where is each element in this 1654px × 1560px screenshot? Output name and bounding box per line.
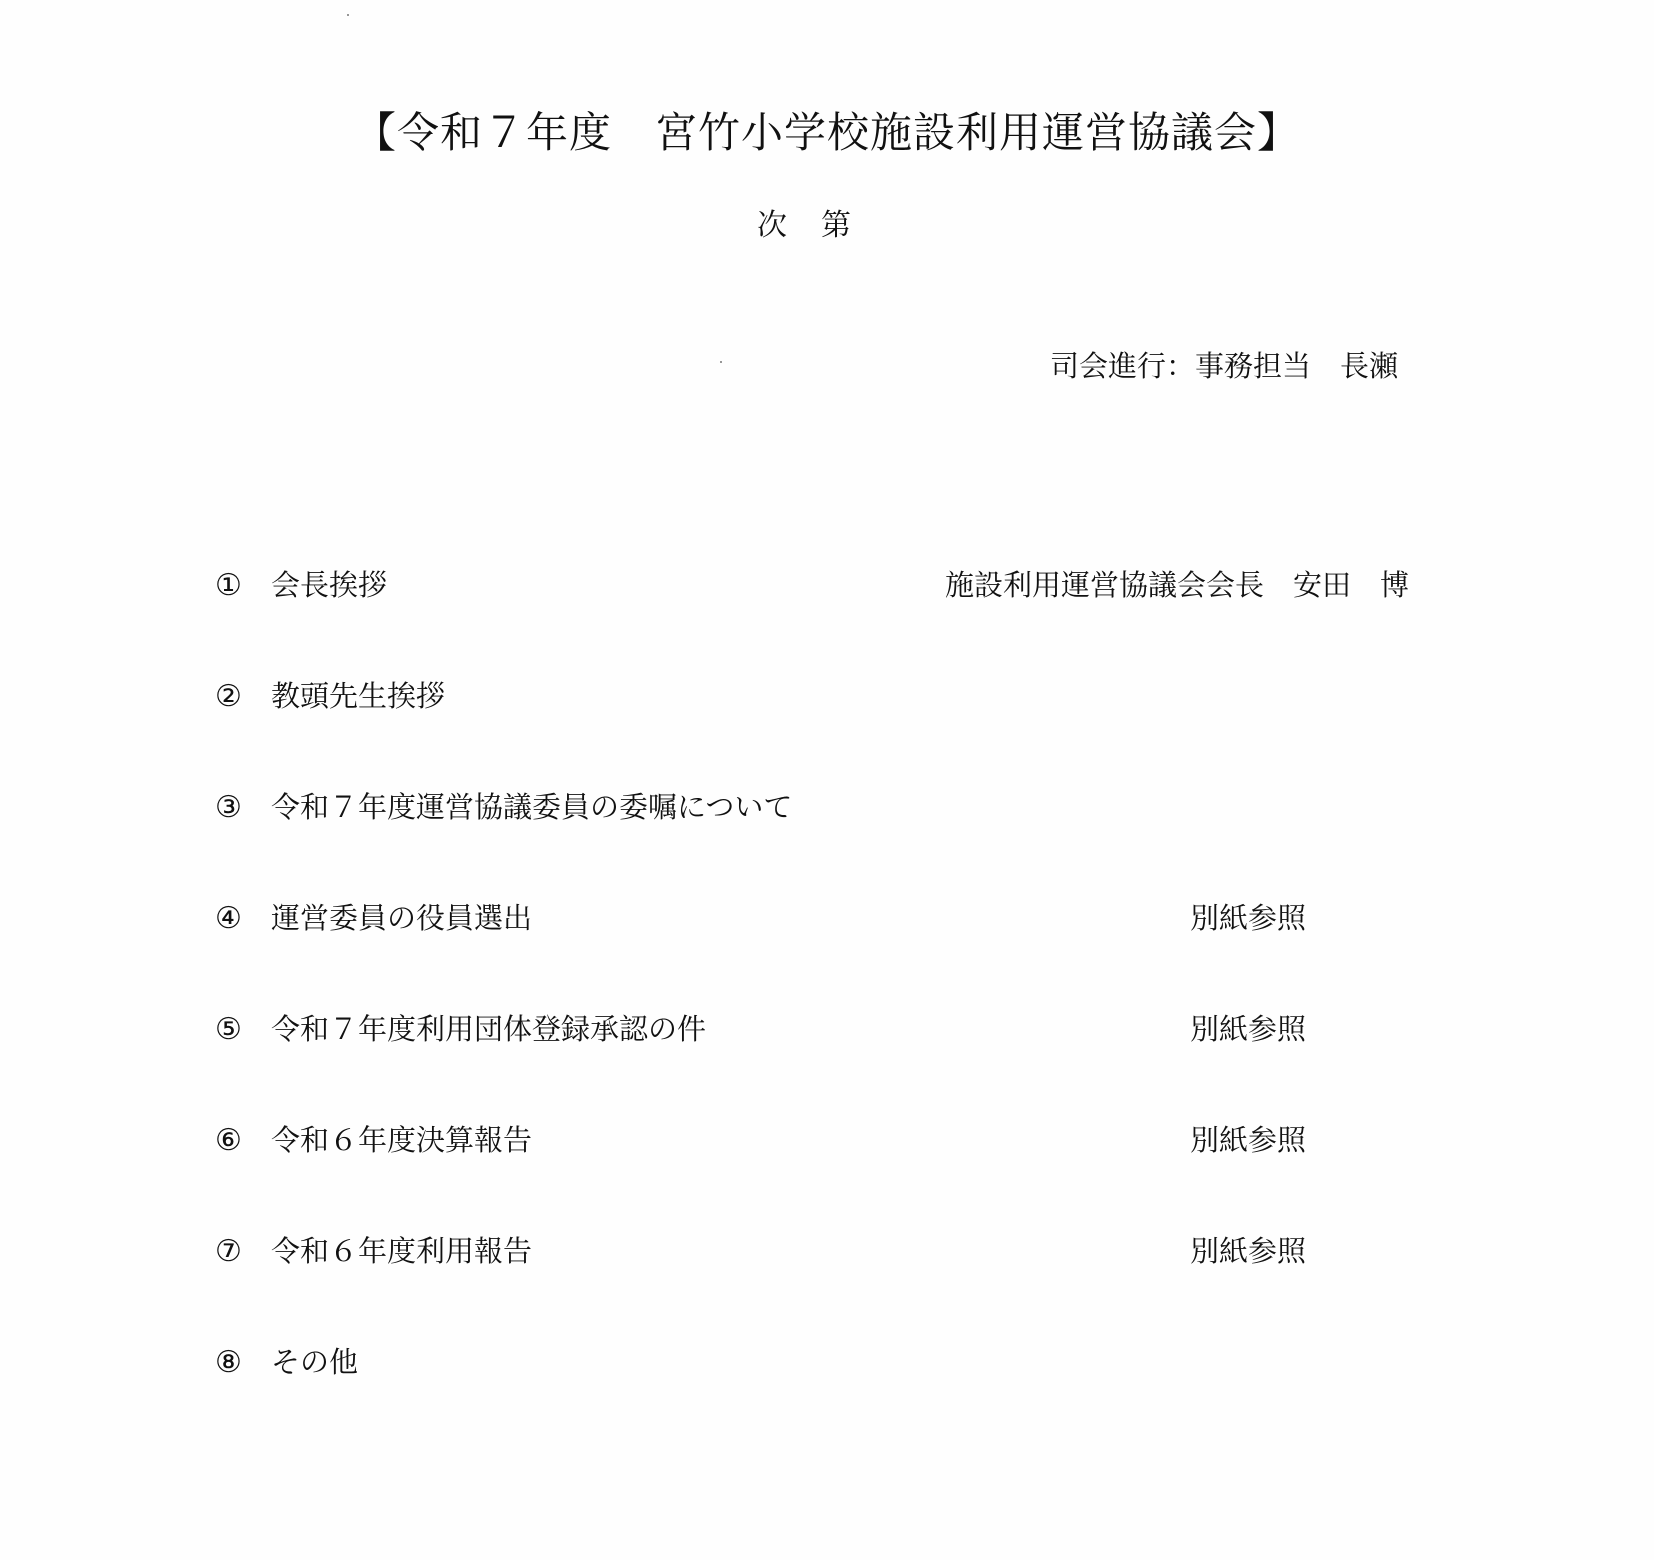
moderator-line: 司会進行：事務担当 長瀬 — [1050, 349, 1399, 383]
agenda-note: 別紙参照 — [1190, 1234, 1307, 1268]
agenda-number: ② — [215, 679, 242, 714]
agenda-note: 別紙参照 — [1190, 1123, 1307, 1157]
agenda-label: 会長挨拶 — [271, 568, 388, 602]
agenda-number: ⑤ — [215, 1012, 242, 1047]
agenda-item-4 — [215, 898, 1515, 1009]
agenda-label: 運営委員の役員選出 — [271, 901, 533, 935]
agenda-item-7 — [215, 1231, 1515, 1342]
agenda-speaker: 施設利用運営協議会会長 安田 博 — [945, 568, 1410, 602]
agenda-item-5 — [215, 1009, 1515, 1120]
agenda-label: 令和７年度運営協議委員の委嘱について — [271, 790, 793, 824]
agenda-label: 令和６年度利用報告 — [271, 1234, 533, 1268]
agenda-number: ⑦ — [215, 1234, 242, 1269]
document-title: 【令和７年度 宮竹小学校施設利用運営協議会】 — [353, 108, 1300, 157]
agenda-number: ⑧ — [215, 1345, 242, 1380]
agenda-list — [215, 565, 1515, 1453]
agenda-number: ③ — [215, 790, 242, 825]
agenda-note: 別紙参照 — [1190, 901, 1307, 935]
agenda-item-1 — [215, 565, 1515, 676]
document-subtitle: 次 第 — [757, 208, 853, 243]
agenda-item-6 — [215, 1120, 1515, 1231]
scan-speck — [347, 14, 349, 16]
agenda-number: ⑥ — [215, 1123, 242, 1158]
agenda-number: ④ — [215, 901, 242, 936]
agenda-label: 令和７年度利用団体登録承認の件 — [271, 1012, 707, 1046]
agenda-number: ① — [215, 568, 242, 603]
agenda-item-3 — [215, 787, 1515, 898]
agenda-item-8 — [215, 1342, 1515, 1453]
agenda-label: 令和６年度決算報告 — [271, 1123, 533, 1157]
agenda-item-2 — [215, 676, 1515, 787]
scan-speck — [720, 361, 722, 363]
agenda-label: その他 — [271, 1345, 359, 1379]
agenda-note: 別紙参照 — [1190, 1012, 1307, 1046]
agenda-label: 教頭先生挨拶 — [271, 679, 446, 713]
